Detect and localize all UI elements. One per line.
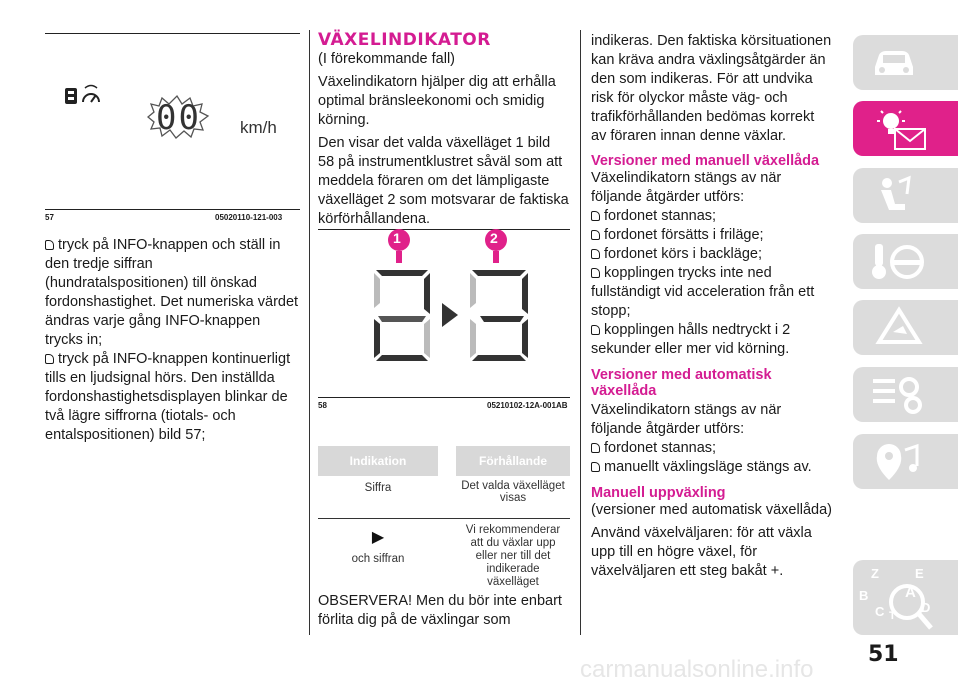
bullet-icon (591, 230, 600, 240)
tab-maintenance[interactable] (853, 367, 958, 422)
bullet-icon (591, 443, 600, 453)
emergency-icon (869, 306, 929, 350)
bullet-icon (591, 325, 600, 335)
upshift-subtitle: (versioner med automatisk växellåda) (591, 502, 832, 518)
column-divider (309, 30, 310, 635)
auto-heading: Versioner med automatisk växellåda (591, 367, 772, 399)
table-header: Indikation (318, 446, 438, 476)
table-header: Förhållande (456, 446, 570, 476)
intro-paragraph: indikeras. Den faktiska körsituationen kan kräva andra växlingsåtgärder än den som indikeras. För att undvika risk för olyckor måste väg- och trafikförhållanden bedömas korrekt av föraren innan denne växlar. (591, 33, 832, 144)
manual-text: Växelindikatorn stängs av när följande åtgärder utförs: (591, 170, 782, 205)
index-letter: C (875, 604, 885, 619)
maintenance-icon (869, 373, 929, 417)
manual-heading: Versioner med manuell växellåda (591, 153, 820, 169)
warning-lights-icon (869, 107, 929, 153)
table-cell: Siffra (318, 476, 438, 519)
index-letter: E (915, 566, 924, 581)
bullet-icon (591, 462, 600, 472)
key-steering-icon (869, 240, 929, 284)
left-text (45, 236, 300, 445)
table-cell: ▶ och siffran (318, 519, 438, 595)
table-row (318, 476, 570, 519)
figure-number: 58 (318, 401, 327, 410)
cluster-icons (63, 82, 105, 115)
index-letter: D (921, 600, 931, 615)
gear-indicator-icon (330, 228, 560, 378)
right-column (591, 32, 833, 581)
bullet-icon (45, 240, 54, 250)
index-letter: A (905, 584, 916, 601)
marker-1: 1 (393, 230, 401, 246)
index-letter: T (889, 610, 896, 622)
table-header-row (318, 446, 570, 476)
car-icon (869, 41, 919, 83)
marker-2: 2 (490, 230, 498, 246)
multimedia-icon (869, 440, 929, 486)
section-subtitle: (I förekommande fall) (318, 51, 455, 67)
figure-code: 05020110-121-003 (215, 213, 283, 222)
auto-text: Växelindikatorn stängs av när följande åtgärder utförs: (591, 402, 782, 437)
figure-code: 05210102-12A-001AB (487, 401, 568, 410)
index-icon (869, 566, 949, 636)
speed-digits: 00 (156, 98, 201, 138)
list-item: kopplingen trycks inte ned fullständigt vid acceleration från ett stopp; (591, 265, 815, 319)
list-item: tryck på INFO-knappen och ställ in den tredje siffran (hundratalspositionen) till önskad fordonshastighet. Det numeriska värdet ändras varje gång INFO-knappen trycks in; (45, 237, 299, 348)
figure-number: 57 (45, 213, 54, 222)
indicator-table (318, 446, 570, 594)
list-item: fordonet försätts i friläge; (591, 226, 833, 245)
list-item: tryck på INFO-knappen kontinuerligt tills en ljudsignal hörs. Den inställda fordonshastighetsdisplayen blinkar de två lägre siffrorna (tiotals- och entalspositionen) bild 57; (45, 351, 291, 443)
tab-index[interactable] (853, 560, 958, 635)
section-heading: VÄXELINDIKATOR (318, 30, 491, 50)
figure-top-rule (45, 33, 300, 34)
bullet-icon (45, 354, 54, 364)
table-cell: Det valda växelläget visas (456, 476, 570, 519)
seat-airbag-icon (869, 174, 919, 218)
watermark: carmanualsonline.info (580, 656, 814, 683)
description-paragraph: Den visar det valda växelläget 1 bild 58 på instrumentklustret såväl som att meddela föraren om det lämpligaste växelläget 2 som motsvarar de faktiska körförhållandena. (318, 135, 569, 227)
list-item: fordonet stannas; (591, 439, 833, 458)
figure-bottom-rule (45, 209, 300, 210)
index-letter: Z (871, 566, 879, 581)
list-item: manuellt växlingsläge stängs av. (591, 458, 833, 477)
index-letter: B (859, 588, 869, 603)
list-item: fordonet körs i backläge; (591, 245, 833, 264)
column-divider (580, 30, 581, 635)
tab-safety[interactable] (853, 168, 958, 223)
list-item: kopplingen hålls nedtryckt i 2 sekunder eller mer vid körning. (591, 322, 791, 357)
speed-warning-icon (63, 82, 105, 110)
list-item: fordonet stannas; (591, 207, 833, 226)
speed-display (142, 92, 212, 147)
tab-emergency[interactable] (853, 300, 958, 355)
table-cell: Vi rekommenderar att du växlar upp eller ner till det indikerade växelläget (465, 524, 561, 588)
page-number: 51 (868, 642, 899, 667)
upshift-heading: Manuell uppväxling (591, 485, 726, 501)
figure-bottom-rule (318, 397, 570, 398)
table-row (318, 519, 570, 595)
speed-unit: km/h (240, 118, 277, 137)
tab-car[interactable] (853, 35, 958, 90)
bullet-icon (591, 249, 600, 259)
bullet-icon (591, 268, 600, 278)
play-arrow-icon: ▶ (371, 529, 385, 546)
tab-start-driving[interactable] (853, 234, 958, 289)
note-paragraph: OBSERVERA! Men du bör inte enbart förlita dig på de växlingar som (318, 593, 562, 628)
middle-column (318, 30, 570, 229)
bullet-icon (591, 211, 600, 221)
tab-warning-lights[interactable] (853, 101, 958, 156)
upshift-text: Använd växelväljaren: för att växla upp till en högre växel, för växelväljaren ett steg bakåt +. (591, 525, 812, 579)
tab-multimedia[interactable] (853, 434, 958, 489)
intro-paragraph: Växelindikatorn hjälper dig att erhålla optimal bränsleekonomi och smidig körning. (318, 74, 556, 128)
gear-display (330, 228, 560, 383)
